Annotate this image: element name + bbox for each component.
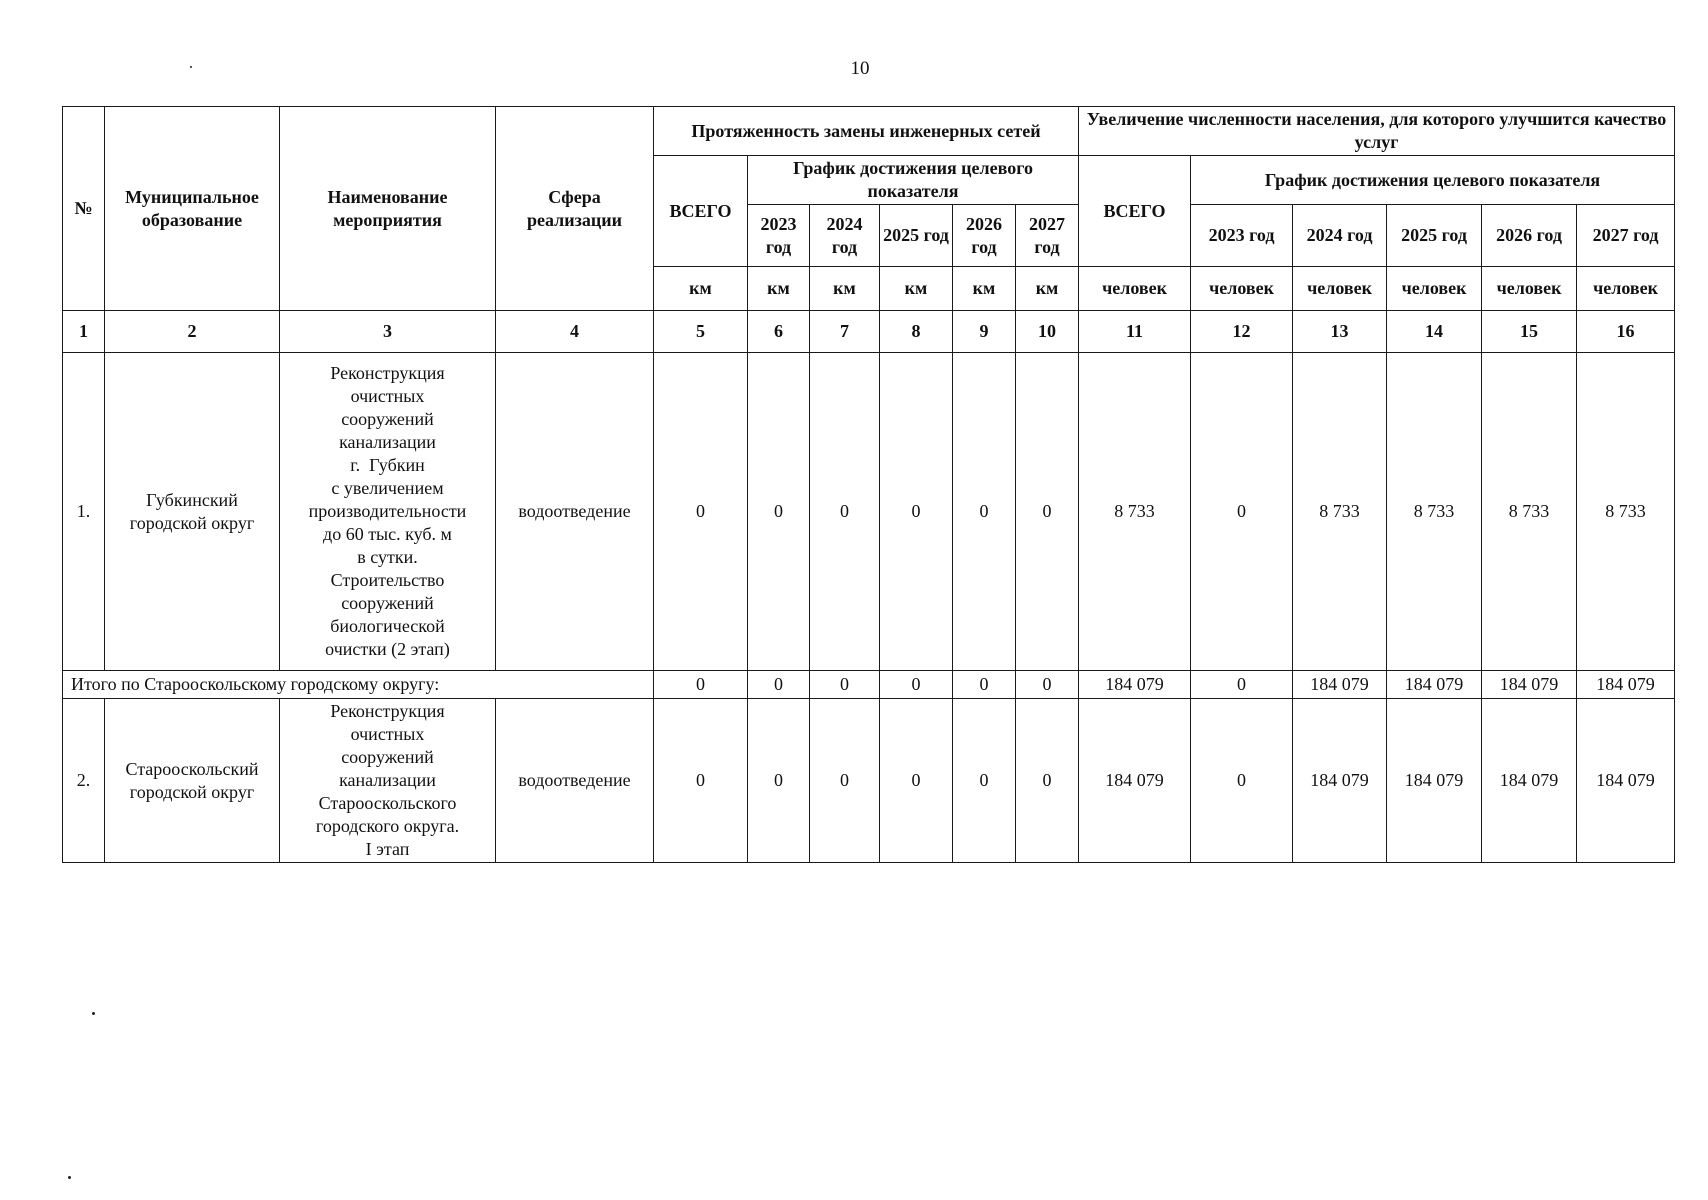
people-value: 8 733 [1079, 353, 1191, 671]
people-value: 184 079 [1482, 671, 1577, 699]
unit-km: км [748, 267, 810, 311]
column-number: 12 [1191, 311, 1293, 353]
scan-speck [68, 1176, 71, 1179]
event-name-cell [280, 699, 496, 863]
people-value: 8 733 [1482, 353, 1577, 671]
people-value: 184 079 [1079, 671, 1191, 699]
event-line: I этап [365, 839, 410, 859]
header-km-total: ВСЕГО [654, 156, 748, 267]
table-row [63, 353, 1675, 671]
km-value: 0 [880, 353, 953, 671]
unit-km: км [654, 267, 748, 311]
event-line: г. Губкин [350, 455, 425, 475]
event-line: сооружений [341, 409, 434, 429]
scan-speck [92, 1012, 95, 1015]
header-year-people-2027: 2027 год [1577, 205, 1675, 267]
page-number: 10 [850, 58, 870, 79]
event-line: с увеличением [331, 478, 444, 498]
header-year-km-2024: 2024 год [810, 205, 880, 267]
header-year-km-2027: 2027 год [1016, 205, 1079, 267]
km-value: 0 [1016, 353, 1079, 671]
header-event-name: Наименование мероприятия [280, 107, 496, 311]
total-label: Итого по Старооскольскому городскому округу: [63, 671, 654, 699]
km-value: 0 [748, 353, 810, 671]
event-line: сооружений [341, 747, 434, 767]
event-line: Строительство [330, 570, 445, 590]
unit-people: человек [1191, 267, 1293, 311]
municipality-cell: Старооскольский городской округ [105, 699, 280, 863]
column-number: 16 [1577, 311, 1675, 353]
table-row [63, 699, 1675, 863]
people-value: 0 [1191, 671, 1293, 699]
column-number: 10 [1016, 311, 1079, 353]
event-line: городского округа. [315, 816, 460, 836]
column-number: 6 [748, 311, 810, 353]
km-value: 0 [953, 671, 1016, 699]
unit-people: человек [1482, 267, 1577, 311]
header-schedule-networks: График достижения целевого показателя [748, 156, 1079, 205]
column-number: 13 [1293, 311, 1387, 353]
header-schedule-population: График достижения целевого показателя [1191, 156, 1675, 205]
unit-people: человек [1577, 267, 1675, 311]
column-numbers-row [63, 311, 1675, 353]
km-value: 0 [810, 353, 880, 671]
people-value: 184 079 [1577, 671, 1675, 699]
event-line: очистки (2 этап) [325, 639, 450, 659]
people-value: 184 079 [1293, 699, 1387, 863]
column-number: 9 [953, 311, 1016, 353]
unit-people: человек [1293, 267, 1387, 311]
event-line: канализации [339, 770, 436, 790]
people-value: 0 [1191, 353, 1293, 671]
unit-km: км [880, 267, 953, 311]
event-line: очистных [350, 386, 425, 406]
target-indicators-table [62, 106, 1675, 863]
event-line: сооружений [341, 593, 434, 613]
km-value: 0 [880, 671, 953, 699]
header-year-people-2023: 2023 год [1191, 205, 1293, 267]
column-number: 4 [496, 311, 654, 353]
km-value: 0 [810, 671, 880, 699]
km-value: 0 [953, 353, 1016, 671]
people-value: 184 079 [1293, 671, 1387, 699]
km-value: 0 [810, 699, 880, 863]
people-value: 8 733 [1577, 353, 1675, 671]
km-value: 0 [748, 699, 810, 863]
total-row [63, 671, 1675, 699]
row-number: 1. [63, 353, 105, 671]
km-value: 0 [654, 353, 748, 671]
sphere-cell: водоотведение [496, 353, 654, 671]
column-number: 5 [654, 311, 748, 353]
header-no: № [63, 107, 105, 311]
unit-km: км [953, 267, 1016, 311]
people-value: 184 079 [1482, 699, 1577, 863]
header-people-total: ВСЕГО [1079, 156, 1191, 267]
event-line: Реконструкция [330, 363, 445, 383]
column-number: 15 [1482, 311, 1577, 353]
column-number: 8 [880, 311, 953, 353]
scan-speck [190, 66, 192, 68]
header-year-km-2023: 2023 год [748, 205, 810, 267]
unit-people: человек [1387, 267, 1482, 311]
km-value: 0 [654, 671, 748, 699]
people-value: 8 733 [1293, 353, 1387, 671]
event-line: Реконструкция [330, 701, 445, 721]
km-value: 0 [748, 671, 810, 699]
people-value: 184 079 [1387, 699, 1482, 863]
column-number: 3 [280, 311, 496, 353]
km-value: 0 [953, 699, 1016, 863]
header-municipality: Муниципальное образование [105, 107, 280, 311]
event-line: канализации [339, 432, 436, 452]
header-sphere: Сфера реализации [496, 107, 654, 311]
header-year-people-2024: 2024 год [1293, 205, 1387, 267]
event-line: в сутки. [357, 547, 418, 567]
header-population-increase: Увеличение численности населения, для которого улучшится качество услуг [1079, 107, 1675, 156]
header-network-length: Протяженность замены инженерных сетей [654, 107, 1079, 156]
event-line: биологической [330, 616, 445, 636]
unit-km: км [1016, 267, 1079, 311]
event-line: производительности [308, 501, 467, 521]
column-number: 2 [105, 311, 280, 353]
sphere-cell: водоотведение [496, 699, 654, 863]
header-year-people-2026: 2026 год [1482, 205, 1577, 267]
unit-people: человек [1079, 267, 1191, 311]
column-number: 11 [1079, 311, 1191, 353]
people-value: 184 079 [1387, 671, 1482, 699]
km-value: 0 [654, 699, 748, 863]
km-value: 0 [880, 699, 953, 863]
header-year-people-2025: 2025 год [1387, 205, 1482, 267]
people-value: 184 079 [1577, 699, 1675, 863]
event-line: очистных [350, 724, 425, 744]
column-number: 1 [63, 311, 105, 353]
km-value: 0 [1016, 699, 1079, 863]
unit-km: км [810, 267, 880, 311]
header-year-km-2026: 2026 год [953, 205, 1016, 267]
row-number: 2. [63, 699, 105, 863]
header-year-km-2025: 2025 год [880, 205, 953, 267]
municipality-cell: Губкинский городской округ [105, 353, 280, 671]
people-value: 0 [1191, 699, 1293, 863]
column-number: 14 [1387, 311, 1482, 353]
column-number: 7 [810, 311, 880, 353]
event-line: до 60 тыс. куб. м [323, 524, 452, 544]
people-value: 8 733 [1387, 353, 1482, 671]
people-value: 184 079 [1079, 699, 1191, 863]
header-row-1 [63, 107, 1675, 156]
event-name-cell [280, 353, 496, 671]
event-line: Старооскольского [318, 793, 457, 813]
km-value: 0 [1016, 671, 1079, 699]
